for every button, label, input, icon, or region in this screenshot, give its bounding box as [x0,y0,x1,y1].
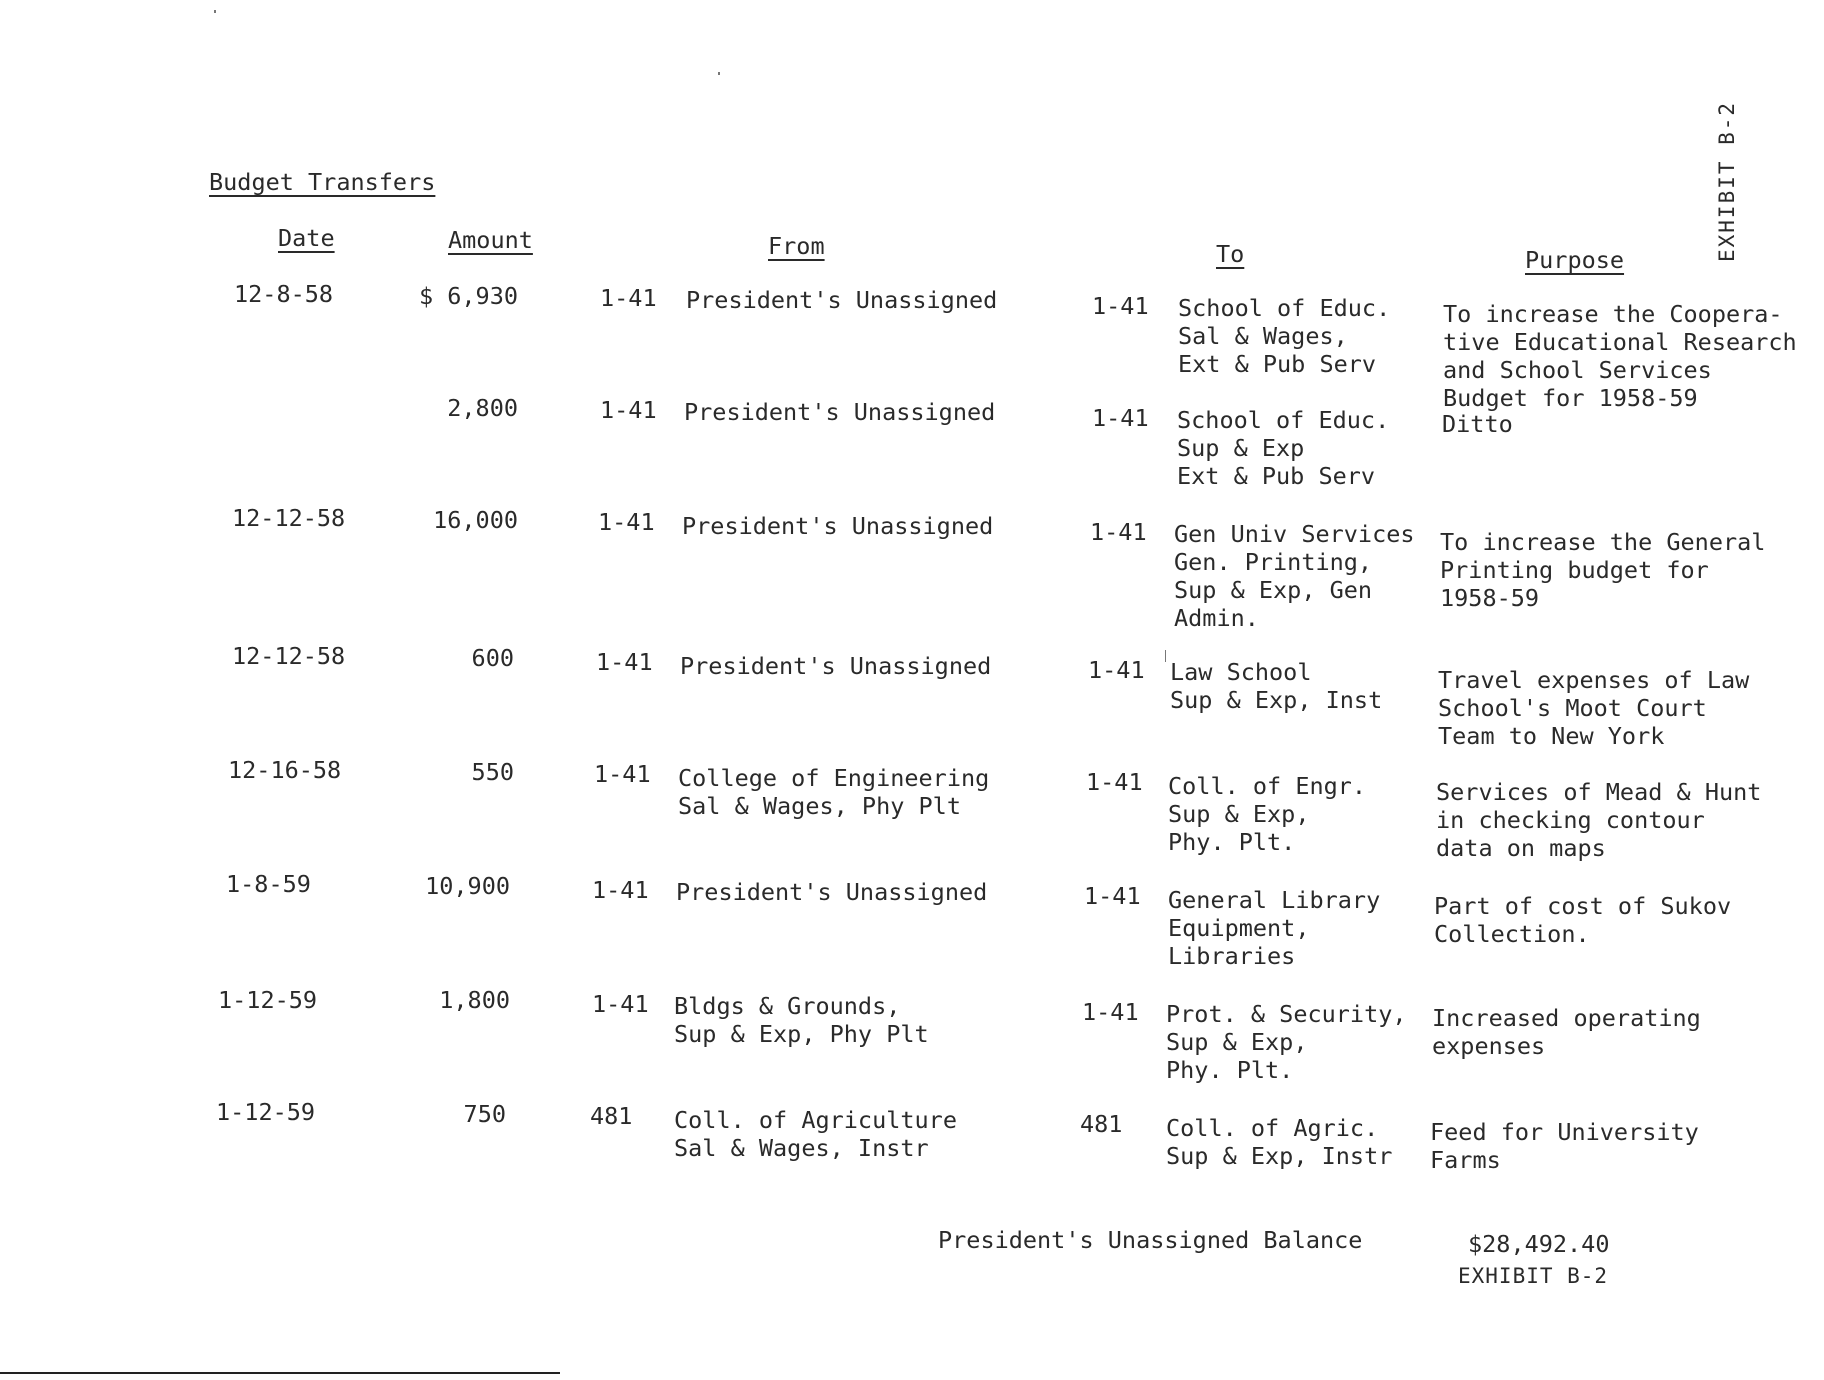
row-from: President's Unassigned [676,878,988,906]
row-to-code: 1-41 [1090,518,1147,546]
header-date: Date [278,224,335,252]
row-from: President's Unassigned [682,512,994,540]
row-from-code: 1-41 [592,990,649,1018]
row-amount: 2,800 [447,394,518,422]
scan-speck [214,10,216,13]
row-date: 1-8-59 [226,870,311,898]
row-to: School of Educ. Sup & Exp Ext & Pub Serv [1177,406,1390,490]
row-amount: 550 [471,758,514,786]
header-purpose: Purpose [1525,246,1625,274]
row-to-code: 1-41 [1084,882,1141,910]
row-date: 12-8-58 [234,280,334,308]
row-date: 12-16-58 [228,756,342,784]
row-from: President's Unassigned [680,652,992,680]
row-to: Coll. of Engr. Sup & Exp, Phy. Plt. [1168,772,1367,856]
page-edge-line [0,1372,560,1374]
row-to-code: 1-41 [1092,292,1149,320]
scan-speck [1165,650,1166,662]
row-from: Coll. of Agriculture Sal & Wages, Instr [674,1106,957,1162]
row-date: 12-12-58 [232,642,346,670]
row-amount: 10,900 [425,872,510,900]
row-from-code: 1-41 [598,508,655,536]
row-to: School of Educ. Sal & Wages, Ext & Pub Serv [1178,294,1391,378]
row-amount: 600 [471,644,514,672]
row-to-code: 1-41 [1092,404,1149,432]
row-purpose: Services of Mead & Hunt in checking contour data on maps [1436,778,1762,862]
row-to-code: 481 [1080,1110,1123,1138]
document-title: Budget Transfers [209,168,436,196]
row-to-code: 1-41 [1088,656,1145,684]
row-from-code: 1-41 [594,760,651,788]
row-date: 1-12-59 [216,1098,316,1126]
row-purpose: To increase the Coopera- tive Educational Research and School Services Budget for 1958-59 [1443,300,1797,412]
row-date: 12-12-58 [232,504,346,532]
exhibit-side-label: EXHIBIT B-2 [1715,100,1739,262]
row-purpose: Feed for University Farms [1430,1118,1699,1174]
row-from-code: 481 [590,1102,633,1130]
row-from-code: 1-41 [592,876,649,904]
row-purpose: To increase the General Printing budget for 1958-59 [1440,528,1766,612]
row-purpose: Ditto [1442,410,1513,438]
row-to: Law School Sup & Exp, Inst [1170,658,1383,714]
row-amount: 1,800 [439,986,510,1014]
row-amount: 16,000 [433,506,518,534]
row-from-code: 1-41 [600,284,657,312]
row-amount: $ 6,930 [418,282,518,310]
row-to-code: 1-41 [1082,998,1139,1026]
scan-speck [718,72,720,75]
row-from-code: 1-41 [596,648,653,676]
row-to-code: 1-41 [1086,768,1143,796]
row-to: General Library Equipment, Libraries [1168,886,1381,970]
row-to: Gen Univ Services Gen. Printing, Sup & Exp, Gen Admin. [1174,520,1415,632]
row-to: Coll. of Agric. Sup & Exp, Instr [1166,1114,1393,1170]
balance-value: $28,492.40 [1468,1230,1610,1258]
balance-label: President's Unassigned Balance [938,1226,1363,1254]
header-from: From [768,232,825,260]
row-amount: 750 [463,1100,506,1128]
row-to: Prot. & Security, Sup & Exp, Phy. Plt. [1166,1000,1407,1084]
row-purpose: Travel expenses of Law School's Moot Court Team to New York [1438,666,1750,750]
header-amount: Amount [448,226,533,254]
row-from-code: 1-41 [600,396,657,424]
row-from: College of Engineering Sal & Wages, Phy Plt [678,764,990,820]
row-from: Bldgs & Grounds, Sup & Exp, Phy Plt [674,992,929,1048]
row-purpose: Increased operating expenses [1432,1004,1701,1060]
row-from: President's Unassigned [686,286,998,314]
header-to: To [1216,240,1245,268]
exhibit-label: EXHIBIT B-2 [1458,1264,1609,1288]
row-purpose: Part of cost of Sukov Collection. [1434,892,1732,948]
row-from: President's Unassigned [684,398,996,426]
row-date: 1-12-59 [218,986,318,1014]
